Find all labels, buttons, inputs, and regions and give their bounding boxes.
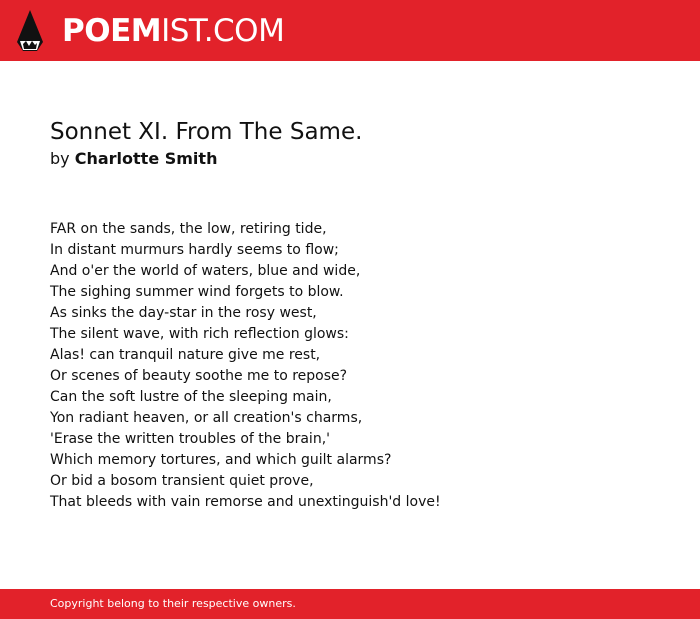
poem-line: 'Erase the written troubles of the brain,' xyxy=(50,431,330,447)
poem-line: Which memory tortures, and which guilt alarms? xyxy=(50,452,392,468)
by-label: by xyxy=(50,149,70,168)
poem-line: FAR on the sands, the low, retiring tide, xyxy=(50,221,327,237)
poem-title: Sonnet XI. From The Same. xyxy=(50,119,363,145)
pencil-icon[interactable] xyxy=(17,10,43,51)
poem-line: In distant murmurs hardly seems to flow; xyxy=(50,242,339,258)
logo-light-text: IST.COM xyxy=(161,13,285,49)
poem-line: Or bid a bosom transient quiet prove, xyxy=(50,473,314,489)
poem-line: Can the soft lustre of the sleeping main, xyxy=(50,389,332,405)
site-logo[interactable] xyxy=(62,11,284,51)
poem-line: The sighing summer wind forgets to blow. xyxy=(50,284,344,300)
poem-line: Or scenes of beauty soothe me to repose? xyxy=(50,368,348,384)
logo-bold-text: POEM xyxy=(62,13,162,49)
poem-line: The silent wave, with rich reflection glows: xyxy=(50,326,349,342)
poem-line: Yon radiant heaven, or all creation's charms, xyxy=(50,410,363,426)
poem-byline xyxy=(50,149,217,169)
author-name: Charlotte Smith xyxy=(74,149,218,168)
poem-body xyxy=(50,219,441,513)
poem-line: And o'er the world of waters, blue and wide, xyxy=(50,263,361,279)
copyright-text: Copyright belong to their respective owners. xyxy=(50,597,296,610)
site-header xyxy=(0,0,700,61)
poem-line: Alas! can tranquil nature give me rest, xyxy=(50,347,321,363)
poem-line: As sinks the day-star in the rosy west, xyxy=(50,305,317,321)
poem-line: That bleeds with vain remorse and unextinguish'd love! xyxy=(50,494,441,510)
site-footer xyxy=(0,589,700,619)
